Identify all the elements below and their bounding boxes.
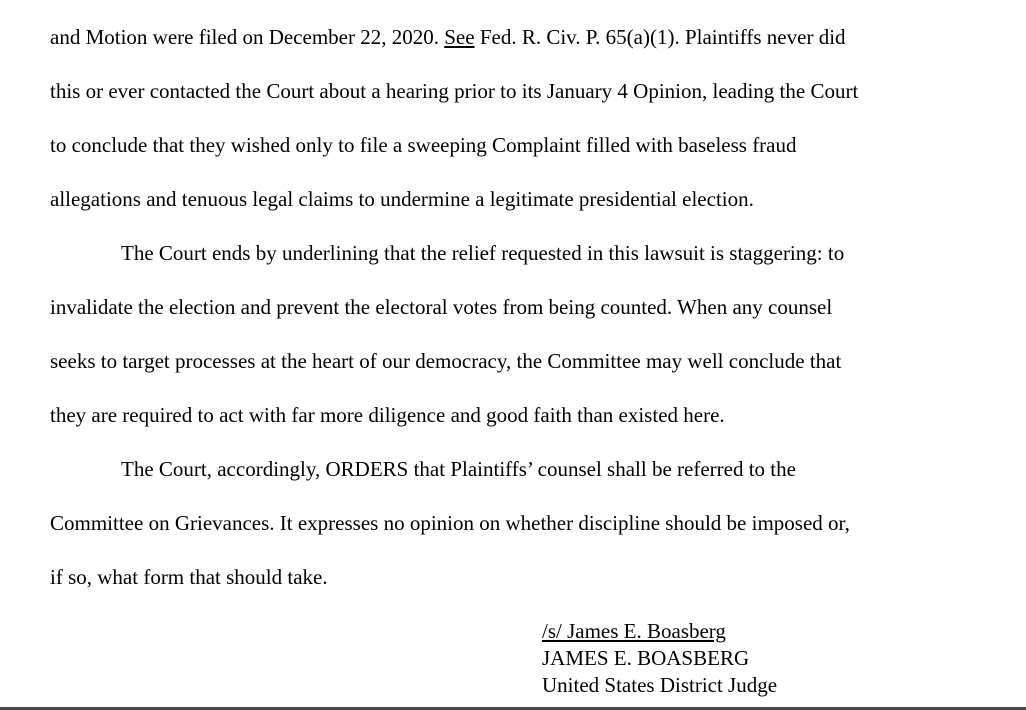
paragraph-2-line-4: they are required to act with far more diligence and good faith than existed here. <box>50 403 725 427</box>
paragraph-3-line-2: Committee on Grievances. It expresses no opinion on whether discipline should be imposed or, <box>50 511 850 535</box>
text-segment: Fed. R. Civ. P. 65(a)(1). Plaintiffs never did <box>474 25 846 49</box>
paragraph-1-line-4: allegations and tenuous legal claims to undermine a legitimate presidential election. <box>50 187 754 211</box>
paragraph-2-line-2: invalidate the election and prevent the electoral votes from being counted. When any counsel <box>50 295 833 319</box>
paragraph-1-line-3: to conclude that they wished only to file a sweeping Complaint filled with baseless fraud <box>50 133 797 157</box>
judge-title: United States District Judge <box>542 673 778 697</box>
paragraph-3-line-1: The Court, accordingly, ORDERS that Plaintiffs’ counsel shall be referred to the <box>121 457 796 481</box>
judge-name: JAMES E. BOASBERG <box>542 646 750 670</box>
paragraph-1-line-2: this or ever contacted the Court about a hearing prior to its January 4 Opinion, leading the Court <box>50 79 859 103</box>
paragraph-2-line-1: The Court ends by underlining that the relief requested in this lawsuit is staggering: to <box>121 241 845 265</box>
paragraph-2-line-3: seeks to target processes at the heart of our democracy, the Committee may well conclude that <box>50 349 842 373</box>
text-segment: and Motion were filed on December 22, 2020. <box>50 25 445 49</box>
paragraph-3-line-3: if so, what form that should take. <box>50 565 328 589</box>
electronic-signature: /s/ James E. Boasberg <box>542 619 726 643</box>
see-signal: See <box>444 25 475 49</box>
paragraph-1-line-1 <box>50 25 846 49</box>
